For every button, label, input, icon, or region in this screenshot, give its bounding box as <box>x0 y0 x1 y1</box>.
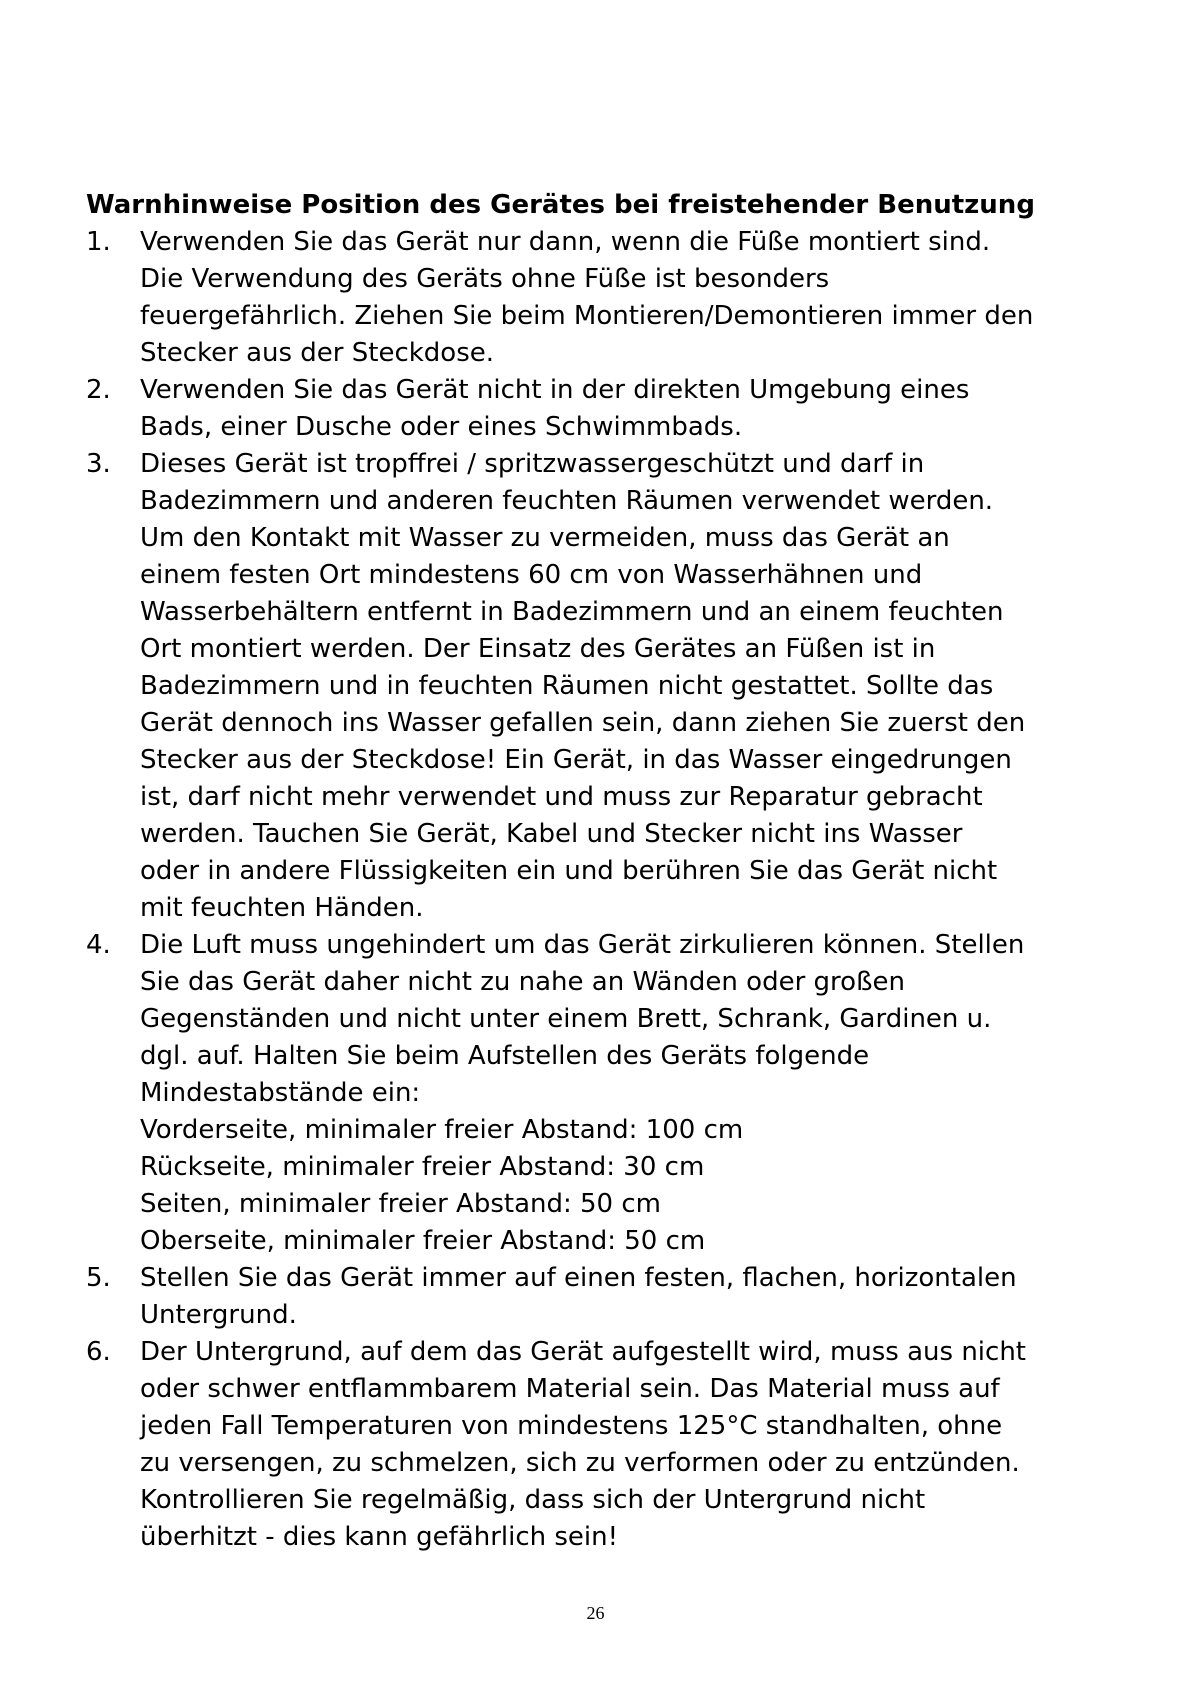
warning-item-line: Rückseite, minimaler freier Abstand: 30 cm <box>140 1152 705 1182</box>
warning-item-line: oder in andere Flüssigkeiten ein und berühren Sie das Gerät nicht <box>140 856 998 886</box>
warning-item-line: Verwenden Sie das Gerät nicht in der direkten Umgebung eines <box>140 375 970 405</box>
warning-item-number: 6. <box>86 1337 111 1367</box>
warning-item <box>86 446 1126 927</box>
warning-item-line: mit feuchten Händen. <box>140 893 424 923</box>
warning-item-line: Stellen Sie das Gerät immer auf einen festen, flachen, horizontalen <box>140 1263 1017 1293</box>
warning-item <box>86 224 1126 372</box>
warning-item-line: Badezimmern und in feuchten Räumen nicht gestattet. Sollte das <box>140 671 994 701</box>
warning-item <box>86 927 1126 1260</box>
warning-item-line: Stecker aus der Steckdose! Ein Gerät, in das Wasser eingedrungen <box>140 745 1012 775</box>
warning-list <box>86 224 1126 1556</box>
warning-item-line: ist, darf nicht mehr verwendet und muss zur Reparatur gebracht <box>140 782 983 812</box>
warning-item-line: oder schwer entflammbarem Material sein. Das Material muss auf <box>140 1374 1000 1404</box>
warning-item-line: feuergefährlich. Ziehen Sie beim Montieren/Demontieren immer den <box>140 301 1034 331</box>
warning-item-number: 5. <box>86 1263 111 1293</box>
warning-item-line: Wasserbehältern entfernt in Badezimmern und an einem feuchten <box>140 597 1004 627</box>
warning-item-line: Dieses Gerät ist tropffrei / spritzwassergeschützt und darf in <box>140 449 925 479</box>
page-content <box>86 187 1126 1556</box>
warning-item-number: 3. <box>86 449 111 479</box>
warning-item-line: Badezimmern und anderen feuchten Räumen verwendet werden. <box>140 486 994 516</box>
warning-item-number: 4. <box>86 930 111 960</box>
warning-item-line: Vorderseite, minimaler freier Abstand: 100 cm <box>140 1115 744 1145</box>
warning-item-line: Um den Kontakt mit Wasser zu vermeiden, muss das Gerät an <box>140 523 950 553</box>
warning-item-line: Untergrund. <box>140 1300 297 1330</box>
warning-item <box>86 372 1126 446</box>
warning-item-text <box>140 1260 1126 1334</box>
warning-item-number: 1. <box>86 227 111 257</box>
warning-item-line: jeden Fall Temperaturen von mindestens 125°C standhalten, ohne <box>140 1411 1003 1441</box>
warning-item-line: Verwenden Sie das Gerät nur dann, wenn die Füße montiert sind. <box>140 227 991 257</box>
warning-item-line: zu versengen, zu schmelzen, sich zu verformen oder zu entzünden. <box>140 1448 1020 1478</box>
warning-item-line: Oberseite, minimaler freier Abstand: 50 cm <box>140 1226 706 1256</box>
warning-item-line: Mindestabstände ein: <box>140 1078 421 1108</box>
warning-item-line: Gerät dennoch ins Wasser gefallen sein, dann ziehen Sie zuerst den <box>140 708 1026 738</box>
warning-item-line: Gegenständen und nicht unter einem Brett, Schrank, Gardinen u. <box>140 1004 992 1034</box>
warning-item-line: Seiten, minimaler freier Abstand: 50 cm <box>140 1189 661 1219</box>
warning-item <box>86 1260 1126 1334</box>
warning-item-line: Die Luft muss ungehindert um das Gerät zirkulieren können. Stellen <box>140 930 1025 960</box>
warning-item-text <box>140 224 1126 372</box>
warning-item-line: Bads, einer Dusche oder eines Schwimmbads. <box>140 412 743 442</box>
warning-item-text <box>140 927 1126 1260</box>
warning-item-line: Die Verwendung des Geräts ohne Füße ist besonders <box>140 264 830 294</box>
warning-item-text <box>140 1334 1126 1556</box>
warning-item-line: Kontrollieren Sie regelmäßig, dass sich der Untergrund nicht <box>140 1485 926 1515</box>
warning-item-line: Stecker aus der Steckdose. <box>140 338 495 368</box>
warning-item-text <box>140 446 1126 927</box>
warning-item-text <box>140 372 1126 446</box>
warning-item-line: Ort montiert werden. Der Einsatz des Gerätes an Füßen ist in <box>140 634 936 664</box>
warning-item <box>86 1334 1126 1556</box>
warning-item-line: Sie das Gerät daher nicht zu nahe an Wänden oder großen <box>140 967 905 997</box>
section-heading: Warnhinweise Position des Gerätes bei freistehender Benutzung <box>86 190 1035 220</box>
warning-item-number: 2. <box>86 375 111 405</box>
warning-item-line: werden. Tauchen Sie Gerät, Kabel und Stecker nicht ins Wasser <box>140 819 963 849</box>
warning-item-line: dgl. auf. Halten Sie beim Aufstellen des Geräts folgende <box>140 1041 870 1071</box>
warning-item-line: einem festen Ort mindestens 60 cm von Wasserhähnen und <box>140 560 923 590</box>
warning-item-line: Der Untergrund, auf dem das Gerät aufgestellt wird, muss aus nicht <box>140 1337 1026 1367</box>
page-number: 26 <box>586 1603 605 1623</box>
warning-item-line: überhitzt - dies kann gefährlich sein! <box>140 1522 619 1552</box>
